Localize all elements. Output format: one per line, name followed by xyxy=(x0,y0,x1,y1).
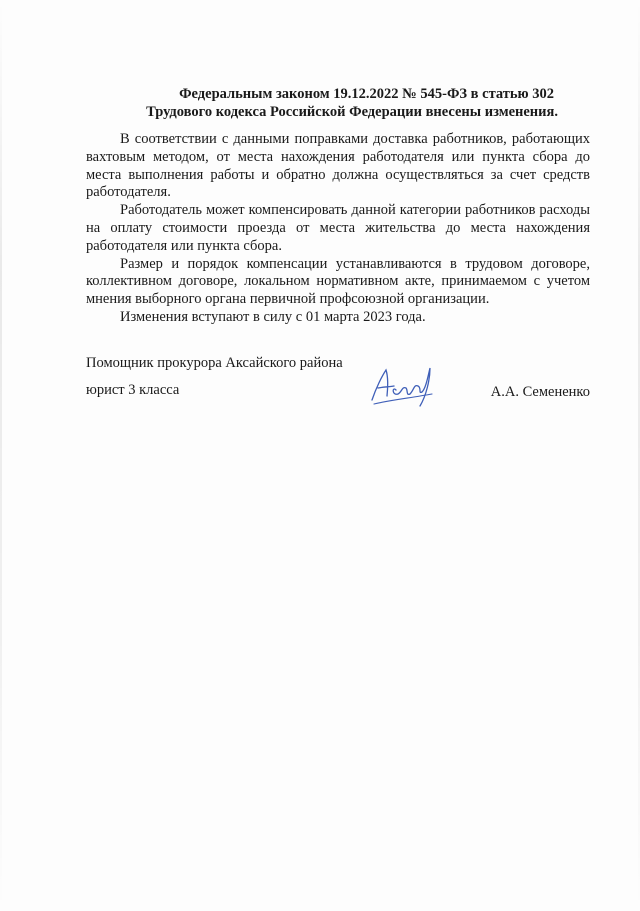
handwritten-signature xyxy=(366,360,442,408)
document-title xyxy=(86,85,558,121)
paragraph: В соответствии с данными поправками доставка работников, работающих вахтовым методом, от места нахождения работодателя или пункта сбора до места выполнения работы и обратно должна осуществляться за счет средств работодателя. xyxy=(86,131,590,201)
signer-name: А.А. Семененко xyxy=(490,384,590,400)
document-body xyxy=(86,131,590,327)
title-line-1: Федеральным законом 19.12.2022 № 545-ФЗ в статью 302 xyxy=(179,86,554,102)
signer-position: Помощник прокурора Аксайского района xyxy=(86,355,343,371)
title-line-2: Трудового кодекса Российской Федерации внесены изменения. xyxy=(146,104,558,120)
scan-edge-left xyxy=(0,0,2,911)
paragraph: Размер и порядок компенсации устанавливаются в трудовом договоре, коллективном договоре, локальном нормативном акте, принимаемом с учетом мнения выборного органа первичной профсоюзной организации. xyxy=(86,255,590,308)
signer-rank: юрист 3 класса xyxy=(86,382,180,398)
paragraph: Изменения вступают в силу с 01 марта 2023 года. xyxy=(120,308,426,325)
paragraph: Работодатель может компенсировать данной категории работников расходы на оплату стоимости проезда от места жительства до места нахождения работодателя или пункта сбора. xyxy=(86,202,590,254)
